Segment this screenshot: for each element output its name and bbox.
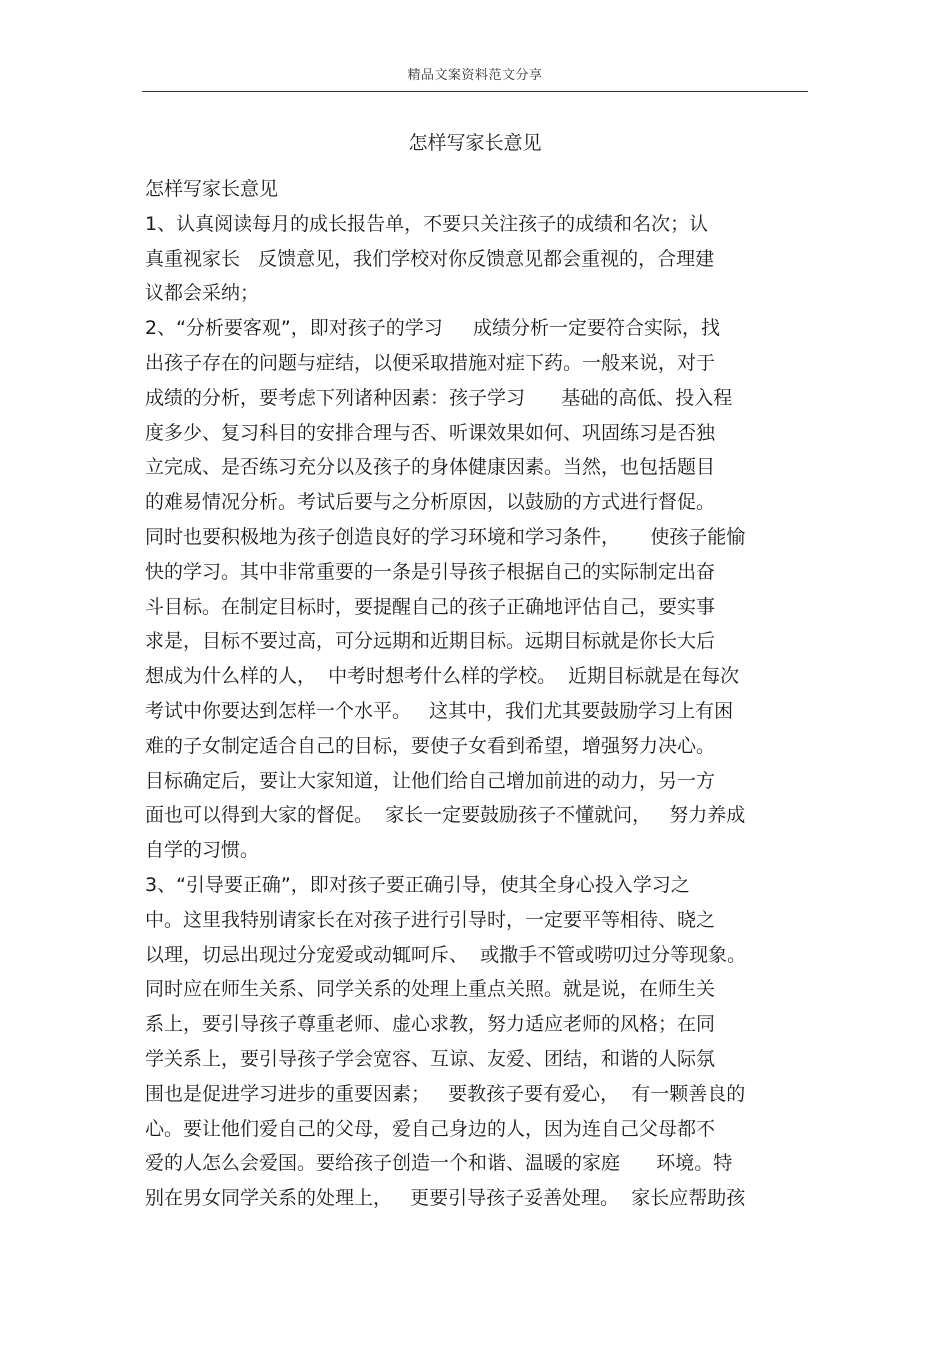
body-line: 别在男女同学关系的处理上， 更要引导孩子妥善处理。 家长应帮助孩 <box>145 1187 746 1210</box>
body-line: 同时也要积极地为孩子创造良好的学习环境和学习条件， 使孩子能愉 <box>145 525 746 548</box>
body-line: 难的子女制定适合自己的目标，要使子女看到希望，增强努力决心。 <box>145 734 716 757</box>
body-line: 1、认真阅读每月的成长报告单，不要只关注孩子的成绩和名次；认 <box>145 212 709 235</box>
body-line: 求是，目标不要过高，可分远期和近期目标。远期目标就是你长大后 <box>145 630 716 653</box>
body-line: 同时应在师生关系、同学关系的处理上重点关照。就是说，在师生关 <box>145 978 716 1001</box>
body-line: 3、“引导要正确”，即对孩子要正确引导，使其全身心投入学习之 <box>145 873 690 896</box>
body-line: 学关系上，要引导孩子学会宽容、互谅、友爱、团结，和谐的人际氛 <box>145 1047 716 1070</box>
body-line: 快的学习。其中非常重要的一条是引导孩子根据自己的实际制定出奋 <box>145 560 716 583</box>
body-line: 面也可以得到大家的督促。 家长一定要鼓励孩子不懂就问， 努力养成 <box>145 804 746 827</box>
header-divider <box>142 91 808 92</box>
body-line: 想成为什么样的人， 中考时想考什么样的学校。 近期目标就是在每次 <box>145 665 740 688</box>
body-line: 目标确定后，要让大家知道，让他们给自己增加前进的动力，另一方 <box>145 769 716 792</box>
body-line: 议都会采纳； <box>145 282 260 305</box>
body-line: 出孩子存在的问题与症结，以便采取措施对症下药。一般来说，对于 <box>145 351 716 374</box>
body-line: 2、“分析要客观”，即对孩子的学习 成绩分析一定要符合实际，找 <box>145 317 720 340</box>
running-header: 精品文案资料范文分享 <box>407 68 543 83</box>
body-line: 自学的习惯。 <box>145 839 260 862</box>
body-line: 以理，切忌出现过分宠爱或动辄呵斥、 或撒手不管或唠叨过分等现象。 <box>145 943 747 966</box>
body-line: 的难易情况分析。考试后要与之分析原因，以鼓励的方式进行督促。 <box>145 491 716 514</box>
body-line: 度多少、复习科目的安排合理与否、听课效果如何、巩固练习是否独 <box>145 421 716 444</box>
document-body <box>145 172 825 1216</box>
body-line: 中。这里我特别请家长在对孩子进行引导时，一定要平等相待、晓之 <box>145 908 716 931</box>
body-line: 围也是促进学习进步的重要因素； 要教孩子要有爱心， 有一颗善良的 <box>145 1082 746 1105</box>
body-line: 心。要让他们爱自己的父母，爱自己身边的人，因为连自己父母都不 <box>145 1117 716 1140</box>
body-line: 斗目标。在制定目标时，要提醒自己的孩子正确地评估自己，要实事 <box>145 595 716 618</box>
body-line: 真重视家长 反馈意见，我们学校对你反馈意见都会重视的，合理建 <box>145 247 715 270</box>
body-line: 系上，要引导孩子尊重老师、虚心求教，努力适应老师的风格；在同 <box>145 1013 716 1036</box>
body-line: 立完成、是否练习充分以及孩子的身体健康因素。当然，也包括题目 <box>145 456 716 479</box>
body-line: 考试中你要达到怎样一个水平。 这其中，我们尤其要鼓励学习上有困 <box>145 699 734 722</box>
body-line: 成绩的分析，要考虑下列诸种因素：孩子学习 基础的高低、投入程 <box>145 386 733 409</box>
document-title: 怎样写家长意见 <box>408 132 542 154</box>
body-line: 爱的人怎么会爱国。要给孩子创造一个和谐、温暖的家庭 环境。特 <box>145 1152 733 1175</box>
body-line: 怎样写家长意见 <box>145 178 279 200</box>
